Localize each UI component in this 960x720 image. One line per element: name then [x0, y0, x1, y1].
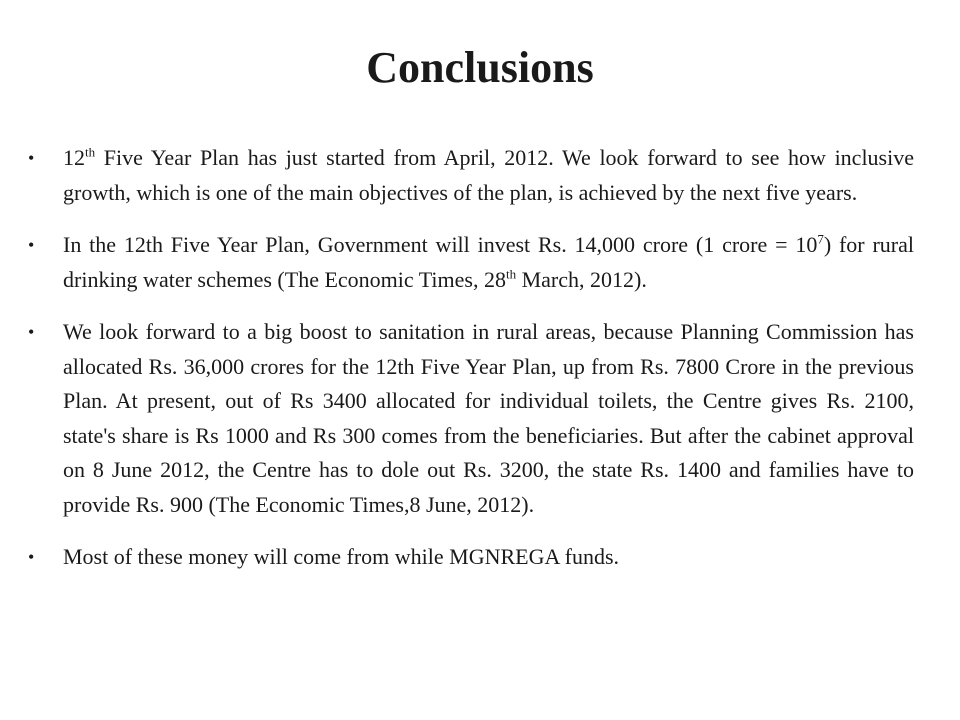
superscript-text: th: [505, 266, 517, 282]
bullet-text: [63, 544, 619, 569]
bullet-text: [63, 145, 914, 205]
bullet-text: [63, 232, 914, 292]
bullet-text-run: ) for rural drinking water schemes (The Economic Times, 28: [63, 232, 914, 292]
bullet-item: [28, 228, 914, 297]
bullet-text-run: March, 2012).: [516, 266, 647, 292]
bullet-dot-icon: •: [28, 547, 35, 567]
bullet-item: [28, 141, 914, 210]
superscript-text: th: [85, 144, 96, 160]
bullet-item: [28, 540, 914, 575]
bullet-text-run: Most of these money will come from while MGNREGA funds.: [63, 544, 620, 569]
bullet-text-run: 12: [63, 145, 85, 170]
bullet-text-run: We look forward to a big boost to sanitation in rural areas, because Planning Commission has allocated Rs. 36,000 crores for the 12th Five Year Plan, up from Rs. 7800 Crore in the previous Plan. At present, out of Rs 3400 allocated for individual toilets, the Centre gives Rs. 2100, state's share is Rs 1000 and Rs 300 comes from the beneficiaries. But after the cabinet approval on 8 June 2012, the Centre has to dole out Rs. 3200, the state Rs. 1400 and families have to provide Rs. 900 (The Economic Times,8 June, 2012).: [63, 319, 914, 517]
bullet-dot-icon: •: [28, 322, 35, 342]
slide-title: Conclusions: [366, 43, 594, 92]
bullet-dot-icon: •: [28, 148, 35, 168]
bullet-text-run: In the 12th Five Year Plan, Government will invest Rs. 14,000 crore (1 crore = 10: [63, 232, 818, 257]
bullet-item: [28, 315, 914, 522]
bullet-list: [28, 141, 914, 593]
bullet-text-run: Five Year Plan has just started from April, 2012. We look forward to see how inclusive growth, which is one of the main objectives of the plan, is achieved by the next five years.: [63, 145, 914, 205]
bullet-text: [63, 319, 914, 517]
bullet-dot-icon: •: [28, 235, 35, 255]
superscript-text: 7: [817, 231, 824, 247]
